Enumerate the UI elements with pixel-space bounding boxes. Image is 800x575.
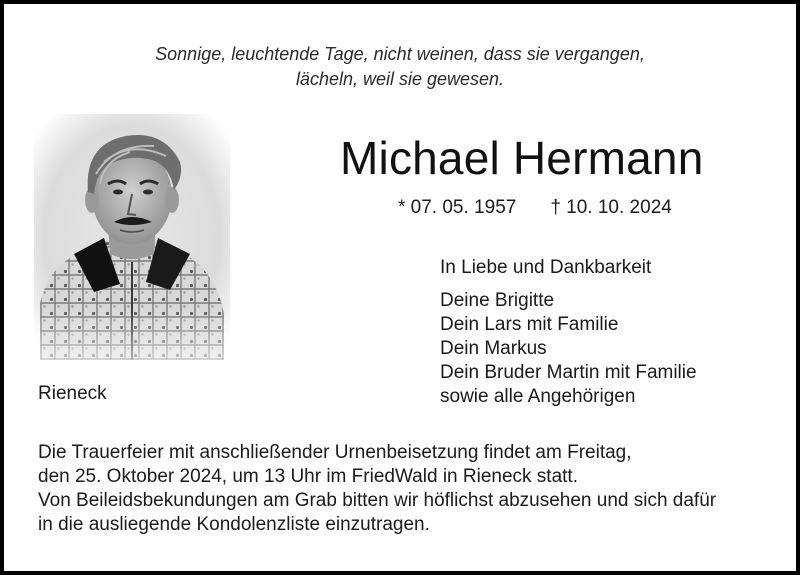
death-date: † 10. 10. 2024	[550, 197, 672, 218]
deceased-name: Michael Hermann	[340, 132, 704, 184]
mourners-intro: In Liebe und Dankbarkeit	[440, 257, 652, 278]
notice-line: in die ausliegende Kondolenzliste einzutragen.	[38, 514, 430, 535]
quote-line-1: Sonnige, leuchtende Tage, nicht weinen, dass sie vergangen,	[155, 44, 645, 64]
mourner-line: Deine Brigitte	[440, 290, 555, 311]
notice-line: den 25. Oktober 2024, um 13 Uhr im FriedWald in Rieneck statt.	[38, 466, 578, 487]
portrait-photo-icon	[34, 114, 230, 360]
notice-line: Von Beileidsbekundungen am Grab bitten wir höflichst abzusehen und sich dafür	[38, 490, 717, 511]
mourner-line: Dein Bruder Martin mit Familie	[440, 362, 697, 383]
mourner-line: Dein Lars mit Familie	[440, 314, 619, 335]
mourner-line: Dein Markus	[440, 338, 547, 359]
mourner-line: sowie alle Angehörigen	[440, 386, 636, 407]
mourners-block	[440, 256, 697, 409]
funeral-notice	[38, 441, 716, 537]
quote-line-2: lächeln, weil sie gewesen.	[295, 69, 505, 89]
life-dates	[398, 196, 672, 220]
birth-date: * 07. 05. 1957	[398, 197, 517, 218]
memorial-quote	[4, 42, 796, 92]
notice-line: Die Trauerfeier mit anschließender Urnenbeisetzung findet am Freitag,	[38, 442, 632, 463]
place-name: Rieneck	[38, 383, 107, 404]
